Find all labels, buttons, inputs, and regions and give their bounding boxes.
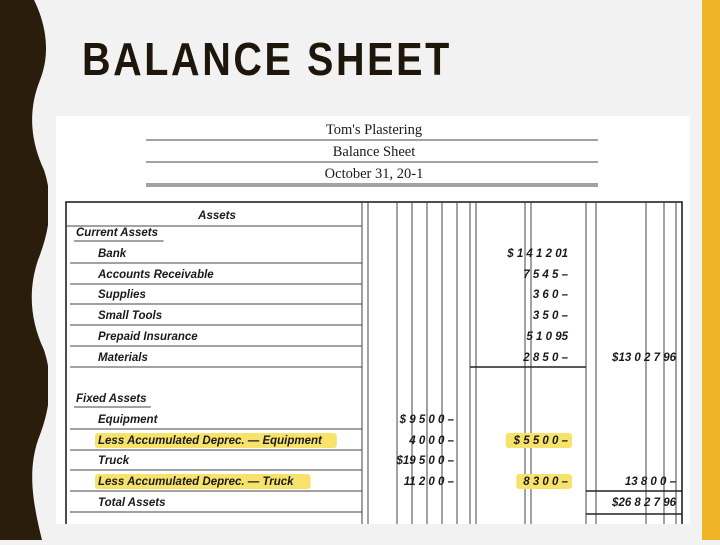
ledger-rows bbox=[70, 227, 682, 514]
decorative-left-band bbox=[0, 0, 48, 540]
amount-col3: $26 8 2 7 96 bbox=[612, 497, 676, 509]
amount-col2: $ 1 4 1 2 01 bbox=[507, 248, 568, 260]
ledger-row bbox=[70, 433, 572, 450]
assets-column-header: Assets bbox=[198, 210, 236, 222]
amount-col2: 3 6 0 – bbox=[532, 289, 568, 301]
row-label: Less Accumulated Deprec. — Truck bbox=[98, 476, 294, 488]
row-label: Equipment bbox=[98, 414, 158, 426]
row-label: Accounts Receivable bbox=[98, 269, 214, 281]
amount-col1: $ 9 5 0 0 – bbox=[399, 414, 454, 426]
row-label: Prepaid Insurance bbox=[98, 331, 198, 343]
amount-col1: $19 5 0 0 – bbox=[396, 455, 454, 467]
balance-sheet-document bbox=[56, 116, 690, 524]
statement-date: October 31, 20-1 bbox=[324, 166, 424, 182]
ledger-row bbox=[70, 331, 569, 346]
company-name: Tom's Plastering bbox=[325, 122, 423, 138]
ledger-row bbox=[70, 248, 568, 263]
slide-title: BALANCE SHEET bbox=[82, 33, 452, 85]
row-label: Materials bbox=[98, 352, 148, 364]
accent-right-band bbox=[702, 0, 720, 540]
amount-col3: 13 8 0 0 – bbox=[624, 476, 676, 488]
amount-col1: 4 0 0 0 – bbox=[409, 435, 454, 447]
statement-name: Balance Sheet bbox=[332, 144, 416, 160]
amount-col2: 7 5 4 5 – bbox=[523, 269, 568, 281]
ledger-row bbox=[70, 289, 569, 304]
balance-sheet-image bbox=[56, 116, 690, 524]
row-label: Less Accumulated Deprec. — Equipment bbox=[98, 435, 322, 447]
row-label: Supplies bbox=[98, 289, 146, 301]
amount-col2: $ 5 5 0 0 – bbox=[513, 435, 568, 447]
section-title: Current Assets bbox=[76, 227, 159, 239]
ledger-row bbox=[70, 310, 569, 325]
ledger-row bbox=[70, 269, 569, 284]
row-label: Truck bbox=[98, 455, 130, 467]
amount-col2: 3 5 0 – bbox=[532, 310, 568, 322]
row-label: Bank bbox=[98, 248, 127, 260]
amount-col2: 8 3 0 0 – bbox=[523, 476, 568, 488]
amount-col1: 11 2 0 0 – bbox=[403, 476, 454, 488]
section-title: Fixed Assets bbox=[76, 393, 147, 405]
amount-col3: $13 0 2 7 96 bbox=[612, 352, 676, 364]
wavy-band-shape bbox=[0, 0, 48, 540]
row-label: Total Assets bbox=[98, 497, 166, 509]
amount-col2: 2 8 5 0 – bbox=[523, 352, 568, 364]
amount-col2: 5 1 0 95 bbox=[526, 331, 568, 343]
row-label: Small Tools bbox=[98, 310, 163, 322]
